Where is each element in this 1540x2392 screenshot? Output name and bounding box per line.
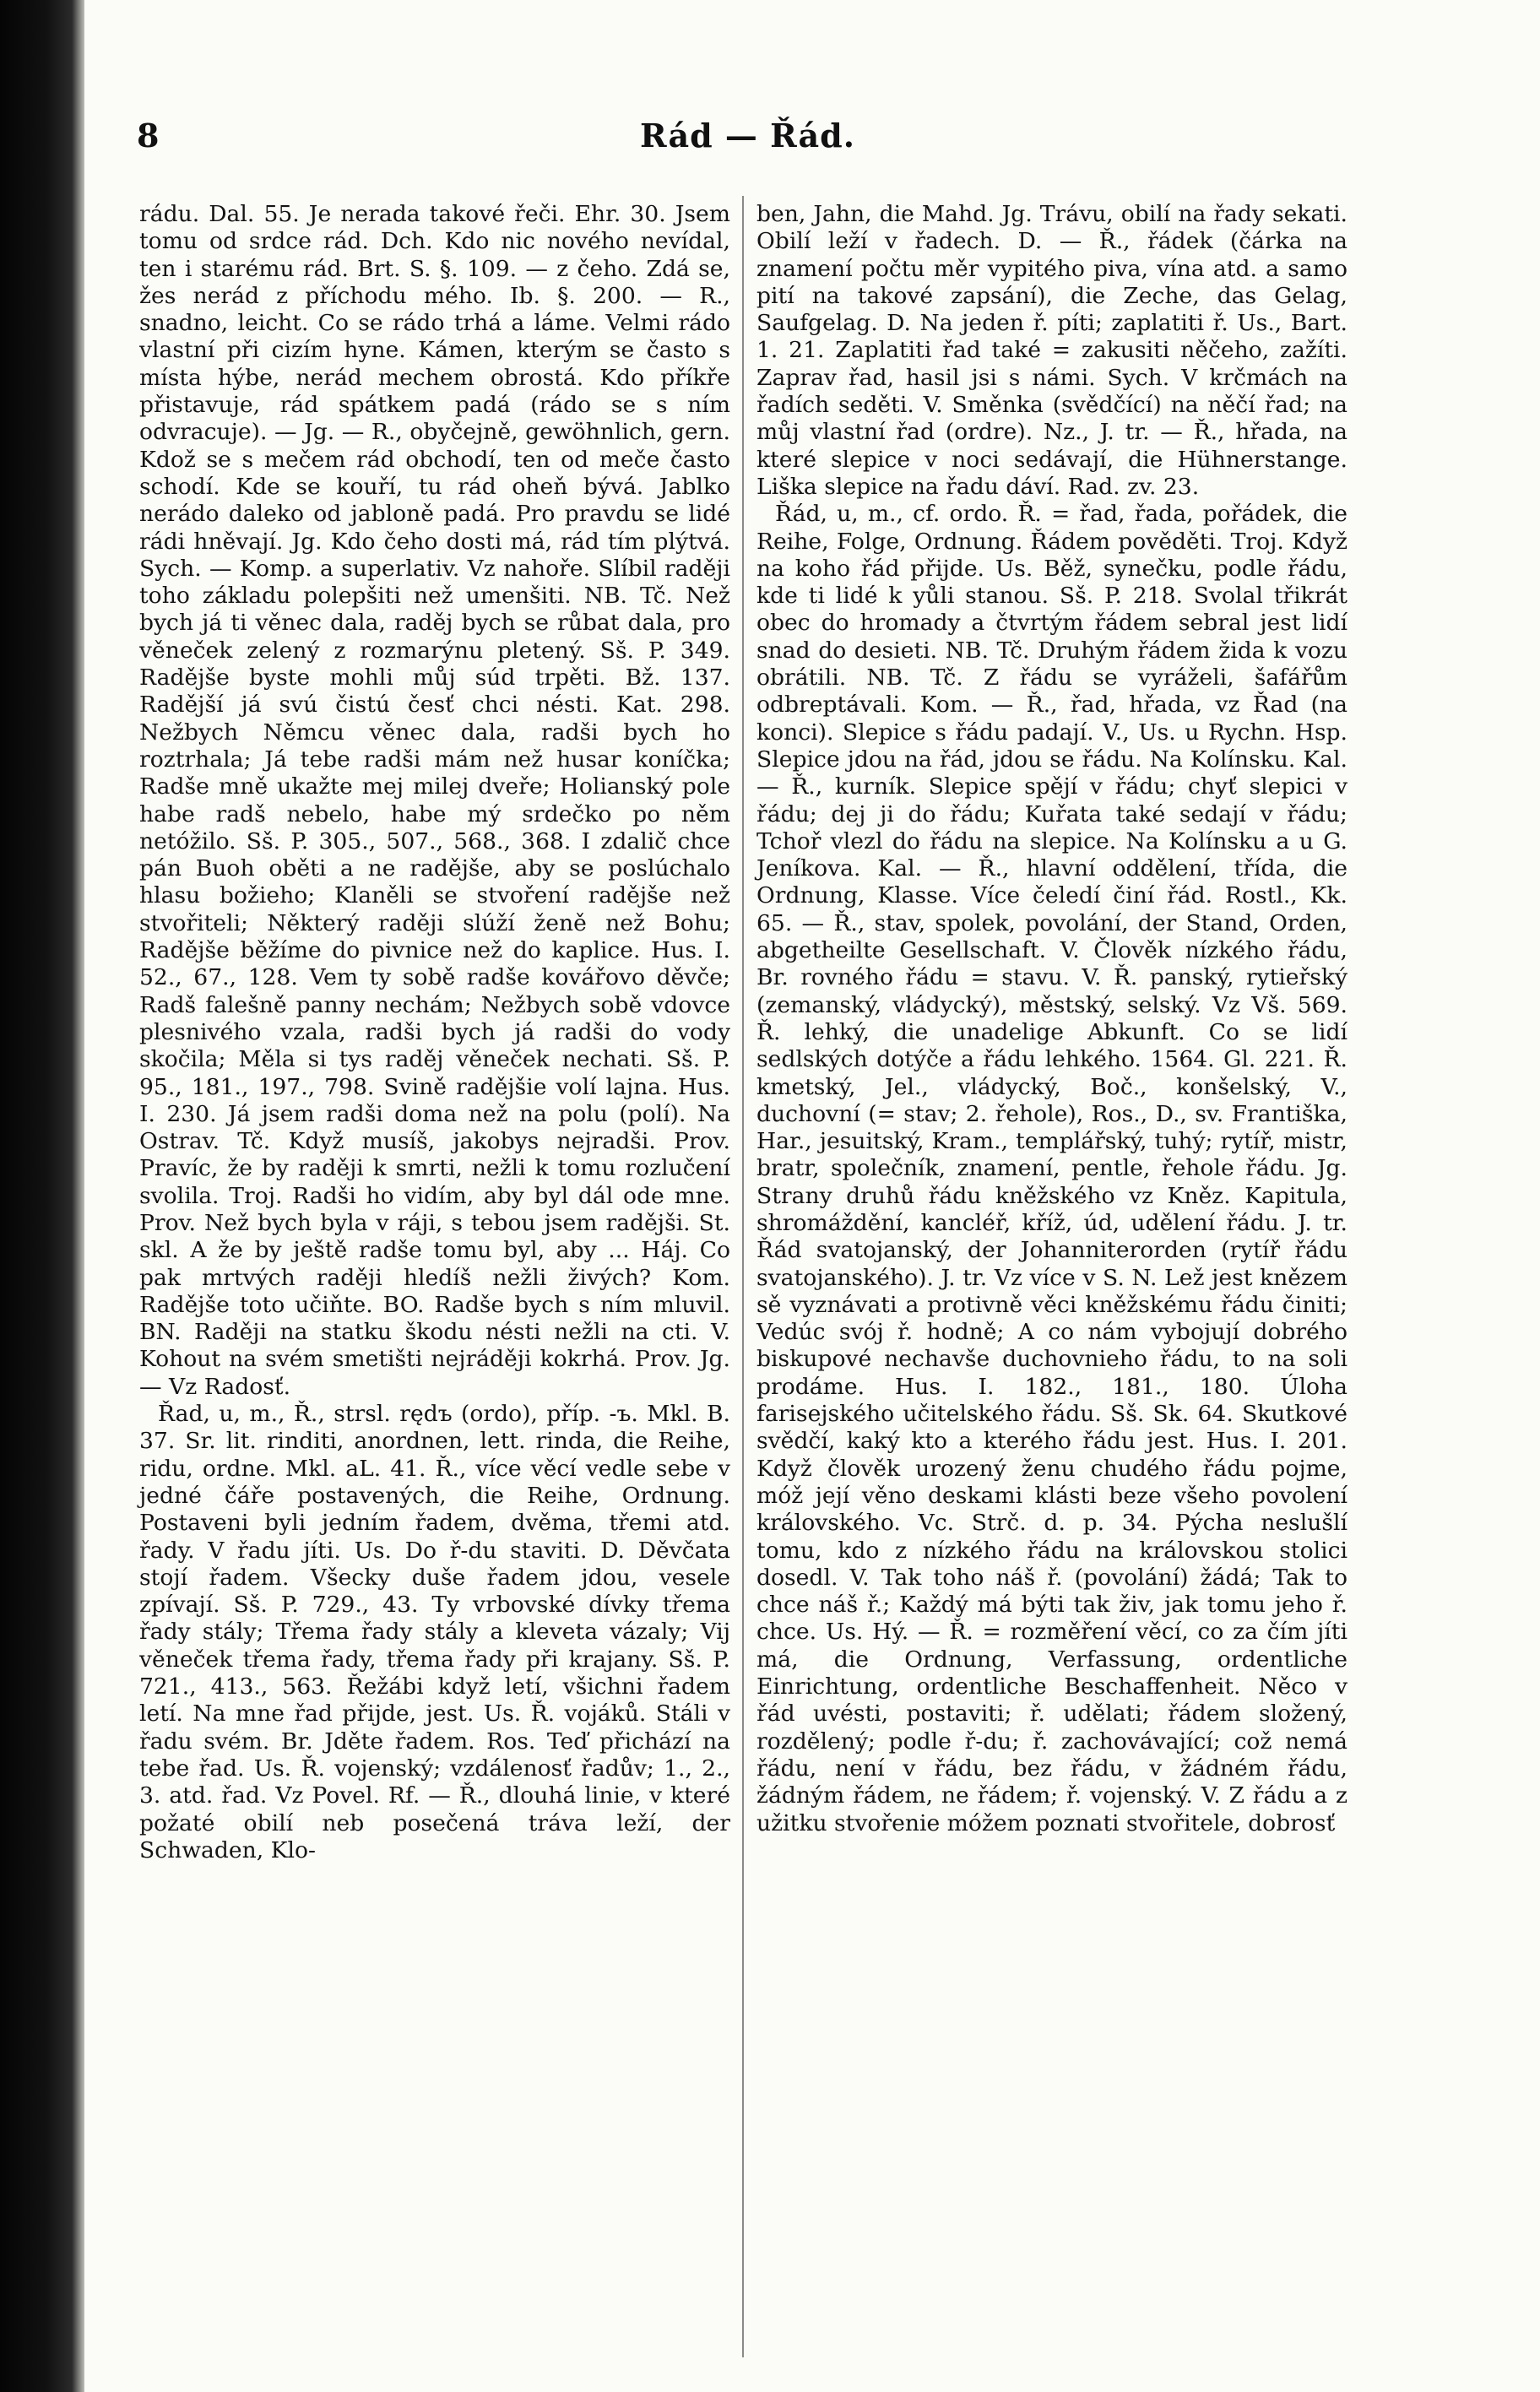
column-divider — [742, 196, 744, 2357]
right-column — [756, 201, 1348, 1837]
book-binding-edge — [0, 0, 84, 2392]
entry-rad-noun: Řad, u, m., Ř., strsl. rędъ (ordo), příp. -ъ. Mkl. B. 37. Sr. lit. rinditi, anordnen, lett. rinda, die Reihe, ridu, ordne. Mkl. aL. 41. Ř., více věcí vedle sebe v jedné čáře postavených, die Reihe, Ordnung. Postaveni byli jedním řadem, dvěma, třemi atd. řady. V řadu jíti. Us. Do ř-du staviti. D. Děvčata stojí řadem. Všecky duše řadem jdou, vesele zpívají. Sš. P. 729., 43. Ty vrbovské dívky třema řady stály; Třema řady stály a kleveta vázaly; Vij věneček třema řady, třema řady při krajany. Sš. P. 721., 413., 563. Řežábi když letí, všichni řadem letí. Na mne řad přijde, jest. Us. Ř. vojáků. Stáli v řadu svém. Br. Jděte řadem. Ros. Teď přichází na tebe řad. Us. Ř. vojenský; vzdálenosť řadův; 1., 2., 3. atd. řad. Vz Povel. Rf. — Ř., dlouhá linie, v které požaté obilí neb posečená tráva leží, der Schwaden, Klo- — [139, 1401, 730, 1863]
page-number: 8 — [137, 117, 160, 155]
running-head: Rád — Řád. — [640, 117, 855, 155]
page-header — [84, 117, 1540, 159]
entry-rad-noun-continued: ben, Jahn, die Mahd. Jg. Trávu, obilí na řady sekati. Obilí leží v řadech. D. — Ř., řádek (čárka na znamení počtu měr vypitého piva, vína atd. a samo pití na takové zapsání), die Zeche, das Gelag, Saufgelag. D. Na jeden ř. píti; zaplatiti ř. Us., Bart. 1. 21. Zaplatiti řad také = zakusiti něčeho, zažíti. Zaprav řad, hasil jsi s námi. Sych. V krčmách na řadích seděti. V. Směnka (svědčící) na něčí řad; na můj vlastní řad (ordre). Nz., J. tr. — Ř., hřada, na které slepice v noci sedávají, die Hühnerstange. Liška slepice na řadu dáví. Rad. zv. 23. — [756, 201, 1348, 500]
left-column — [139, 201, 730, 1864]
entry-rad-order: Řád, u, m., cf. ordo. Ř. = řad, řada, pořádek, die Reihe, Folge, Ordnung. Řádem pověděti. Troj. Když na koho řád přijde. Us. Běž, synečku, podle řádu, kde ti lidé k yůli stanou. Sš. P. 218. Svolal třikrát obec do hromady a čtvrtým řádem sebral jest lidí snad do desieti. NB. Tč. Druhým řádem žida k vozu obrátili. NB. Tč. Z řádu se vyráželi, šafářům odbreptávali. Kom. — Ř., řad, hřada, vz Řad (na konci). Slepice s řádu padají. V., Us. u Rychn. Hsp. Slepice jdou na řád, jdou se řádu. Na Kolínsku. Kal. — Ř., kurník. Slepice spějí v řádu; chyť slepici v řádu; dej ji do řádu; Kuřata také sedají v řádu; Tchoř vlezl do řádu na slepice. Na Kolínsku a u G. Jeníkova. Kal. — Ř., hlavní oddělení, třída, die Ordnung, Klasse. Více čeledí činí řád. Rostl., Kk. 65. — Ř., stav, spolek, povolání, der Stand, Orden, abgetheilte Gesellschaft. V. Člověk nízkého řádu, Br. rovného řádu = stavu. V. Ř. panský, rytieřský (zemanský, vládycký), městský, selský. Vz Vš. 569. Ř. lehký, die unadelige Abkunft. Co se lidí sedlských dotýče a řádu lehkého. 1564. Gl. 221. Ř. kmetský, Jel., vládycký, Boč., konšelský, V., duchovní (= stav; 2. řehole), Ros., D., sv. Františka, Har., jesuitský, Kram., templářský, tuhý; rytíř, mistr, bratr, společník, znamení, pentle, řehole řádu. Jg. Strany druhů řádu kněžského vz Kněz. Kapitula, shromáždění, kancléř, kříž, úd, udělení řádu. J. tr. Řád svatojanský, der Johanniterorden (rytíř řádu svatojanského). J. tr. Vz více v S. N. Lež jest knězem sě vyznávati a protivně věci kněžskému řádu činiti; Vedúc svój ř. hodně; A co nám vybojují dobrého biskupové nechavše duchovnieho řádu, to na soli prodáme. Hus. I. 182., 181., 180. Úloha farisejského učitelského řádu. Sš. Sk. 64. Skutkové svědčí, kaký kto a kterého řádu jest. Hus. I. 201. Když člověk urozený ženu chudého řádu pojme, móž její věno deskami klásti beze všeho povolení královského. Vc. Strč. d. p. 34. Pýcha neslušlí tomu, kdo z nízkého řádu na královskou stolici dosedl. V. Tak toho náš ř. (povolání) žádá; Tak to chce náš ř.; Každý má býti tak živ, jak tomu jeho ř. chce. Us. Hý. — Ř. = rozměření věcí, co za čím jíti má, die Ordnung, Verfassung, ordentliche Einrichtung, ordentliche Beschaffenheit. Něco v řád uvésti, postaviti; ř. udělati; řádem složený, rozdělený; podle ř-du; ř. zachovávající; což nemá řádu, není v řádu, bez řádu, v žádném řádu, žádným řádem, ne řádem; ř. vojenský. V. Z řádu a z užitku stvořenie móžem poznati stvořitele, dobrosť — [756, 501, 1348, 1836]
entry-rad-adverb: rádu. Dal. 55. Je nerada takové řeči. Ehr. 30. Jsem tomu od srdce rád. Dch. Kdo nic nového nevídal, ten i starému rád. Brt. S. §. 109. — z čeho. Zdá se, žes nerád z příchodu mého. Ib. §. 200. — R., snadno, leicht. Co se rádo trhá a láme. Velmi rádo vlastní při cizím hyne. Kámen, kterým se často s místa hýbe, nerád mechem obrostá. Kdo příkře přistavuje, rád spátkem padá (rádo se s ním odvracuje). — Jg. — R., obyčejně, gewöhnlich, gern. Kdož se s mečem rád obchodí, ten od meče často schodí. Kde se kouří, tu rád oheň bývá. Jablko nerádo daleko od jabloně padá. Pro pravdu se lidé rádi hněvají. Jg. Kdo čeho dosti má, rád tím plýtvá. Sych. — Komp. a superlativ. Vz nahoře. Slíbil raději toho základu polepšiti než umenšiti. NB. Tč. Než bych já ti věnec dala, raděj bych se růbat dala, pro věneček zelený z rozmarýnu pletený. Sš. P. 349. Radějše byste mohli můj súd trpěti. Bž. 137. Radější já svú čistú česť chci nésti. Kat. 298. Nežbych Němcu věnec dala, radši bych ho roztrhala; Já tebe radši mám než husar koníčka; Radše mně ukažte mej milej dveře; Holianský pole habe radš nebelo, habe mý srdečko po něm netóžilo. Sš. P. 305., 507., 568., 368. I zdalič chce pán Buoh oběti a ne radějše, aby se poslúchalo hlasu božieho; Klaněli se stvoření radějše než stvořiteli; Některý raději slúží ženě než Bohu; Radějše běžíme do pivnice než do kaplice. Hus. I. 52., 67., 128. Vem ty sobě radše kovářovo děvče; Radš falešně panny nechám; Nežbych sobě vdovce plesnivého vzala, radši bych já radši do vody skočila; Měla si tys raděj věneček nechati. Sš. P. 95., 181., 197., 798. Svině radějšie volí lajna. Hus. I. 230. Já jsem radši doma než na polu (polí). Na Ostrav. Tč. Když musíš, jakobys nejradši. Prov. Pravíc, že by raději k smrti, nežli k tomu rozlučení svolila. Troj. Radši ho vidím, aby byl dál ode mne. Prov. Než bych byla v ráji, s tebou jsem radějši. St. skl. A že by ještě radše tomu byl, aby ... Háj. Co pak mrtvých raději hledíš nežli živých? Kom. Radějše toto učiňte. BO. Radše bych s ním mluvil. BN. Raději na statku škodu nésti nežli na cti. V. Kohout na svém smetišti nejráději kokrhá. Prov. Jg. — Vz Radosť. — [139, 201, 730, 1400]
